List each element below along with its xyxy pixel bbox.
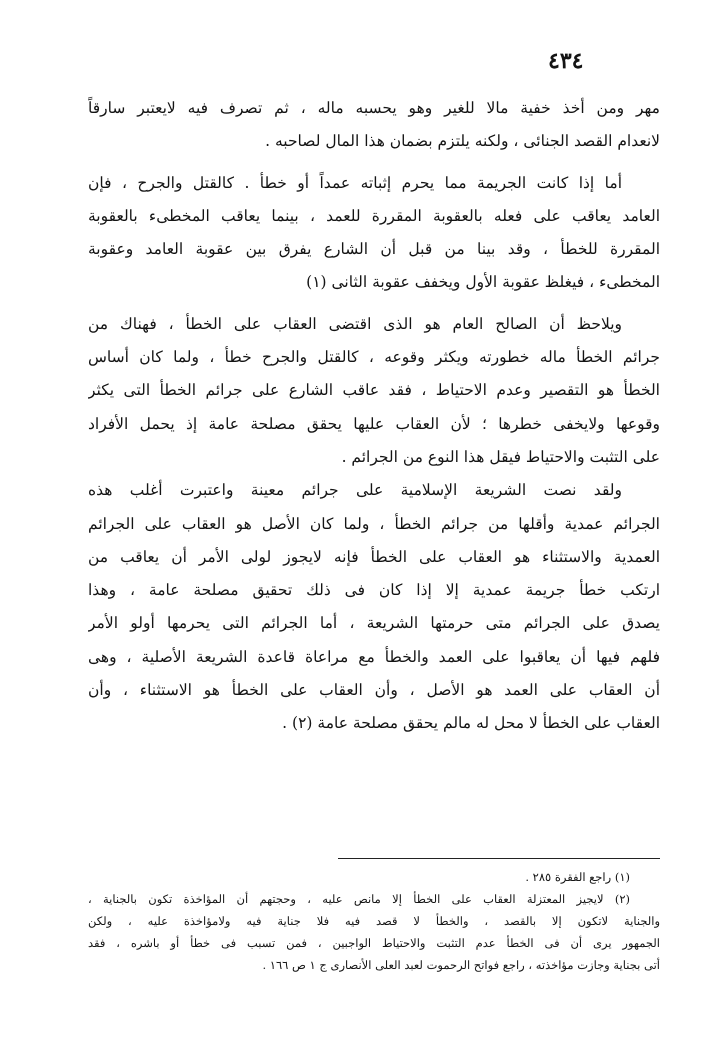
text-line: المخطىء ، فيغلظ عقوبة الأول ويخفف عقوبة الثانى (١) [306,273,660,292]
text-line: جرائم الخطأ ماله خطورته ويكثر وقوعه ، كالقتل والجرح خطأ ، ولما كان أساس [88,348,660,367]
text-line: العمدية والاستثناء هو العقاب على الخطأ فإنه لايجوز لولى الأمر أن يعاقب من [88,547,660,566]
paragraph-start: ويلاحظ أن الصالح العام هو الذى اقتضى العقاب على الخطأ ، فهناك من [88,314,622,333]
text-line: على التثبت والاحتياط فيقل هذا النوع من الجرائم . [341,447,660,466]
text-line: وقوعها ولايخفى خطرها ؛ لأن العقاب عليها يحقق مصلحة عامة إذ يحمل الأفراد [88,414,660,433]
text-line: العقاب على الخطأ لا محل له مالم يحقق مصلحة عامة (٢) . [282,714,660,733]
page-number: ٤٣٤ [548,48,584,74]
footnote-line: الجمهور يرى أن فى الخطأ عدم التثبت والاحتياط الواجبين ، فمن تسبب فى خطأ أو باشره ، فقد [88,936,660,950]
main-text [88,92,660,741]
footnotes [88,866,660,976]
text-line: الخطأ هو التقصير وعدم الاحتياط ، فقد عاقب الشارع على جرائم الخطأ التى يكثر [88,381,660,400]
text-line: العامد يعاقب على فعله بالعقوبة المقررة للعمد ، بينما يعاقب المخطىء بالعقوبة [88,206,660,225]
footnote-line: والجناية لاتكون إلا بالقصد ، والخطأ لا قصد فيه فلا جناية فيه ولامؤاخذة عليه ، ولكن [88,914,660,928]
footnote-line: أتى بجناية وجازت مؤاخذته ، راجع فواتح الرحموت لعبد العلى الأنصارى ج ١ ص ١٦٦ . [262,958,660,972]
text-line: المقررة للخطأ ، وقد بينا من قبل أن الشارع يفرق بين عقوبة العامد وعقوبة [88,240,660,259]
paragraph-start: أما إذا كانت الجريمة مما يحرم إثباته عمداً أو خطأ . كالقتل والجرح ، فإن [88,173,622,192]
footnote-line: (٢) لايجيز المعتزلة العقاب على الخطأ إلا مانص عليه ، وحجتهم أن المؤاخذة تكون بالجناية ، [88,892,630,906]
footnote-divider [338,858,660,859]
text-line: مهر ومن أخذ خفية مالا للغير وهو يحسبه ماله ، ثم تصرف فيه لايعتبر سارقاً [88,99,660,117]
text-line: لانعدام القصد الجنائى ، ولكنه يلتزم بضمان هذا المال لصاحبه . [265,132,660,151]
text-line: الجرائم عمدية وأقلها من جرائم الخطأ ، ولما كان الأصل هو العقاب على الجرائم [88,514,660,533]
text-line: ارتكب خطأ جريمة عمدية إلا إذا كان فى ذلك تحقيق مصلحة عامة ، وهذا [88,581,660,600]
text-line: فلهم فيها أن يعاقبوا على العمد والخطأ مع مراعاة قاعدة الشريعة الأصلية ، وهى [88,647,660,666]
paragraph-start: ولقد نصت الشريعة الإسلامية على جرائم معينة واعتبرت أغلب هذه [88,481,622,500]
footnote-line: (١) راجع الفقرة ٢٨٥ . [525,870,630,884]
text-line: أن العقاب على العمد هو الأصل ، وأن العقاب على الخطأ هو الاستثناء ، وأن [88,681,660,700]
text-line: يصدق على الجرائم متى حرمتها الشريعة ، أما الجرائم التى يحرمها أولو الأمر [88,614,660,633]
